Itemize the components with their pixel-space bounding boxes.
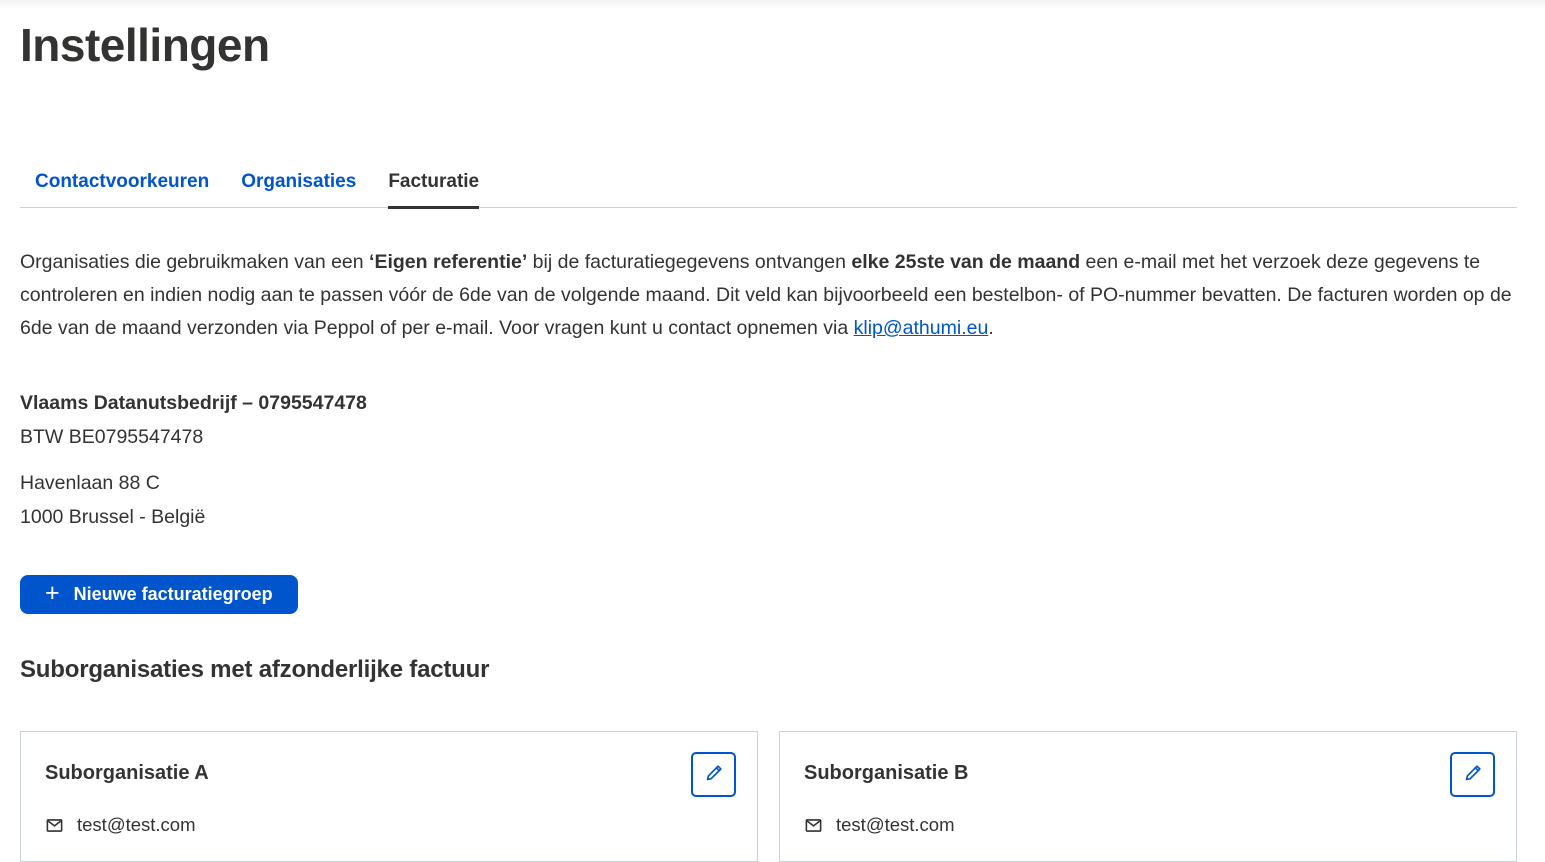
pencil-icon bbox=[1463, 763, 1483, 786]
suborg-a-email: test@test.com bbox=[77, 814, 196, 835]
suborg-b-email: test@test.com bbox=[836, 814, 955, 835]
address-line-1: Havenlaan 88 C bbox=[20, 472, 160, 494]
edit-suborg-b-button[interactable] bbox=[1450, 752, 1495, 797]
intro-part-3: een e-mail met het verzoek deze gegevens te controleren en indien nodig aan te passen vóór de 6de van de volgende maand. Dit veld kan bijvoorbeeld een bestelbon- of PO-nummer bevatten. De facturen worden op de 6de van de maand verzonden via Peppol of per e-mail. Voor vragen kunt u contact opnemen via bbox=[20, 251, 1512, 339]
intro-part-1: Organisaties die gebruikmaken van een bbox=[20, 251, 370, 273]
tab-facturatie[interactable]: Facturatie bbox=[388, 171, 479, 209]
contact-email-link[interactable]: klip@athumi.eu bbox=[853, 317, 989, 339]
plus-icon: + bbox=[45, 578, 60, 607]
intro-bold-25ste: elke 25ste van de maand bbox=[851, 251, 1081, 273]
organization-vat: BTW BE0795547478 bbox=[20, 426, 204, 448]
suborgs-heading: Suborganisaties met afzonderlijke factuur bbox=[20, 656, 490, 683]
address-line-2: 1000 Brussel - België bbox=[20, 506, 206, 528]
suborg-card-list bbox=[20, 731, 1517, 862]
new-invoice-group-label: Nieuwe facturatiegroep bbox=[73, 584, 273, 604]
page-title: Instellingen bbox=[20, 19, 270, 71]
tab-bar bbox=[20, 171, 1517, 208]
page-top-shadow bbox=[0, 0, 1545, 9]
tab-organisaties[interactable]: Organisaties bbox=[241, 171, 357, 192]
mail-icon bbox=[45, 816, 64, 835]
edit-suborg-a-button[interactable] bbox=[691, 752, 736, 797]
organization-info bbox=[20, 386, 1517, 534]
suborg-b-email-row bbox=[804, 814, 1492, 836]
intro-part-4: . bbox=[988, 317, 994, 339]
suborg-b-name: Suborganisatie B bbox=[804, 762, 969, 784]
new-invoice-group-button[interactable] bbox=[20, 575, 298, 614]
intro-part-2: bij de facturatiegegevens ontvangen bbox=[527, 251, 852, 273]
suborg-card-b bbox=[779, 731, 1517, 862]
intro-text bbox=[20, 246, 1517, 345]
organization-name: Vlaams Datanutsbedrijf – 0795547478 bbox=[20, 392, 367, 414]
suborg-card-a bbox=[20, 731, 758, 862]
suborg-a-name: Suborganisatie A bbox=[45, 762, 209, 784]
pencil-icon bbox=[704, 763, 724, 786]
intro-bold-eigen-referentie: ‘Eigen referentie’ bbox=[369, 251, 528, 273]
settings-page bbox=[0, 19, 1545, 862]
organization-address bbox=[20, 466, 1517, 534]
mail-icon bbox=[804, 816, 823, 835]
tab-contactvoorkeuren[interactable]: Contactvoorkeuren bbox=[35, 171, 210, 192]
suborg-a-email-row bbox=[45, 814, 733, 836]
